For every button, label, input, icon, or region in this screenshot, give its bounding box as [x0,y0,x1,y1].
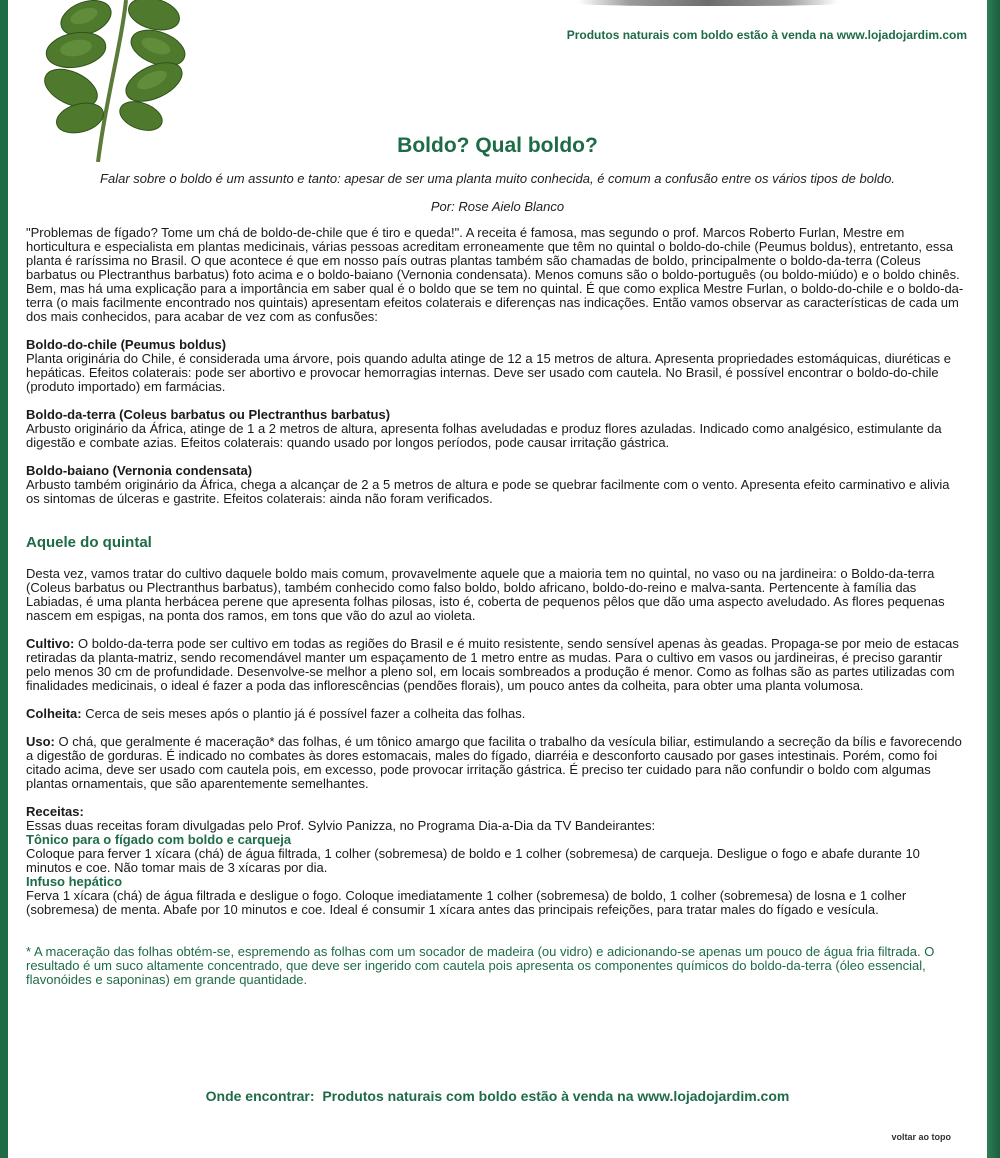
footer-where-label: Onde encontrar: [205,1088,315,1104]
footer-store-link[interactable]: Produtos naturais com boldo estão à venda na www.lojadojardim.com [322,1088,790,1104]
uso-paragraph [26,735,966,791]
cultivo-label: Cultivo: [26,636,75,651]
article-author: Por: Rose Aielo Blanco [430,199,565,214]
boldo-type-name: Boldo-baiano (Vernonia condensata) [26,463,253,478]
colheita-text: Cerca de seis meses após o plantio já é possível fazer a colheita das folhas. [81,706,526,721]
store-link-top[interactable]: Produtos naturais com boldo estão à venda na www.lojadojardim.com [566,28,967,42]
boldo-type-item [26,338,966,394]
cultivo-paragraph [26,637,966,693]
recipe-name: Tônico para o fígado com boldo e carqueja [26,832,292,847]
receitas-label: Receitas: [26,804,84,819]
uso-text: O chá, que geralmente é maceração* das folhas, é um tônico amargo que facilita o trabalho da vesícula biliar, estimulando a secreção da bílis e favorecendo a digestão de gorduras. É indicado no combates às dores estomacais, males do fígado, diarréia e desconforto causado por gases intestinais. Porém, como foi citado acima, deve ser usado com cautela pois, em excesso, pode provocar irritação gástrica. É preciso ter cuidado para não confundir o boldo com algumas plantas ornamentais, que são aparentemente semelhantes. [26,734,962,791]
recipe-name: Infuso hepático [26,874,123,889]
uso-label: Uso: [26,734,55,749]
intro-text-2: Bem, mas há uma explicação para a importância em saber qual é o boldo que se tem no quintal. É que como explica Mestre Furlan, o boldo-do-chile e o boldo-da-terra (o mais facilmente encontrado nos quintais) apresentam efeitos colaterais e diferenças nas indicações. Então vamos observar as características de cada um dos mais conhecidos, para acabar de vez com as confusões: [26,281,964,324]
recipe-text: Ferva 1 xícara (chá) de água filtrada e desligue o fogo. Coloque imediatamente 1 colher (sobremesa) de boldo, 1 colher (sobremesa) de losna e 1 colher (sobremesa) de menta. Abafe por 10 minutos e coe. Ideal é consumir 1 xícara antes das principais refeições, para tratar males do fígado e vesícula. [26,888,907,917]
section-intro: Desta vez, vamos tratar do cultivo daquele boldo mais comum, provavelmente aquele que a maioria tem no quintal, no vaso ou na jardineira: o Boldo-da-terra (Coleus barbatus ou Plectranthus barbatus), também conhecido como falso boldo, boldo africano, boldo-do-reino e malva-santa. Pertencente à família das Labiadas, é uma planta herbácea perene que apresenta folhas pilosas, isto é, coberta de pequenos pêlos que dão uma aspecto aveludado. As flores pequenas nascem em espigas, na ponta dos ramos, em tons que vão do azul ao violeta. [26,566,945,623]
page-title: Boldo? Qual boldo? [397,134,598,157]
footer-where-to-buy [8,1088,987,1104]
boldo-type-name: Boldo-do-chile (Peumus boldus) [26,337,227,352]
colheita-paragraph [26,707,966,721]
boldo-type-text: Arbusto originário da África, atinge de 1 a 2 metros de altura, apresenta folhas aveludadas e produz flores azuladas. Indicado como analgésico, estimulante da digestão e combate azias. Efeitos colaterais: quando usado por longos períodos, pode causar irritação gástrica. [26,421,942,450]
top-decorative-bar [578,0,838,6]
boldo-type-name: Boldo-da-terra (Coleus barbatus ou Plectranthus barbatus) [26,407,391,422]
receitas-intro: Essas duas receitas foram divulgadas pelo Prof. Sylvio Panizza, no Programa Dia-a-Dia da TV Bandeirantes: [26,818,656,833]
maceration-footnote: * A maceração das folhas obtém-se, espremendo as folhas com um socador de madeira (ou vidro) e adicionando-se apenas um pouco de água fria filtrada. O resultado é um suco altamente concentrado, que deve ser ingerido com cautela pois apresenta os componentes químicos do boldo-da-terra (óleo essencial, flavonóides e saponinas) em grande quantidade. [26,944,935,987]
recipe-text: Coloque para ferver 1 xícara (chá) de água filtrada, 1 colher (sobremesa) de boldo e 1 colher (sobremesa) de carqueja. Desligue o fogo e abafe durante 10 minutos e coe. Não tomar mais de 3 xícaras por dia. [26,846,920,875]
boldo-type-item [26,464,966,506]
page-container [8,0,987,1158]
cultivo-text: O boldo-da-terra pode ser cultivo em todas as regiões do Brasil e é muito resistente, sendo sensível apenas às geadas. Propaga-se por meio de estacas retiradas da planta-matriz, sendo recomendável manter um espaçamento de 1 metro entre as mudas. Para o cultivo em vasos ou jardineiras, é preciso garantir pelo menos 30 cm de profundidade. Desenvolve-se melhor a pleno sol, em locais sombreados a produção é menor. Como as folhas são as partes utilizadas com finalidades medicinais, o ideal é fazer a poda das inflorescências (pendões florais), um pouco antes da colheita, para obter uma planta volumosa. [26,636,959,693]
colheita-label: Colheita: [26,706,82,721]
boldo-type-item [26,408,966,450]
right-decorative-strip [987,0,1000,1158]
intro-paragraph [26,226,966,324]
article-body [26,226,966,1001]
article-subtitle: Falar sobre o boldo é um assunto e tanto: apesar de ser uma planta muito conhecida, é comum a confusão entre os vários tipos de boldo. [100,171,895,186]
intro-text-1: "Problemas de fígado? Tome um chá de boldo-de-chile que é tiro e queda!". A receita é famosa, mas segundo o prof. Marcos Roberto Furlan, Mestre em horticultura e especialista em plantas medicinais, várias pessoas acreditam erroneamente que têm no quintal o boldo-do-chile (Peumus boldus), entretanto, essa planta é raríssima no Brasil. O que acontece é que em nosso país outras plantas também são chamadas de boldo, principalmente o boldo-da-terra (Coleus barbatus ou Plectranthus barbatus) foto acima e o boldo-baiano (Vernonia condensata). Menos comuns são o boldo-português (ou boldo-miúdo) e o boldo chinês. [26,225,960,282]
back-to-top-link[interactable]: voltar ao topo [891,1132,951,1142]
receitas-block [26,805,966,917]
boldo-type-text: Planta originária do Chile, é considerada uma árvore, pois quando adulta atinge de 12 a 15 metros de altura. Apresenta propriedades estomáquicas, diuréticas e hepáticas. Efeitos colaterais: pode ser abortivo e provocar hemorragias internas. Deve ser usado com cautela. No Brasil, é possível encontrar o boldo-do-chile (produto importado) em farmácias. [26,351,952,394]
boldo-type-text: Arbusto também originário da África, chega a alcançar de 2 a 5 metros de altura e pode se quebrar facilmente com o vento. Apresenta efeito carminativo e alivia os sintomas de úlceras e gastrite. Efeitos colaterais: ainda não foram verificados. [26,477,950,506]
section-title: Aquele do quintal [26,534,152,551]
